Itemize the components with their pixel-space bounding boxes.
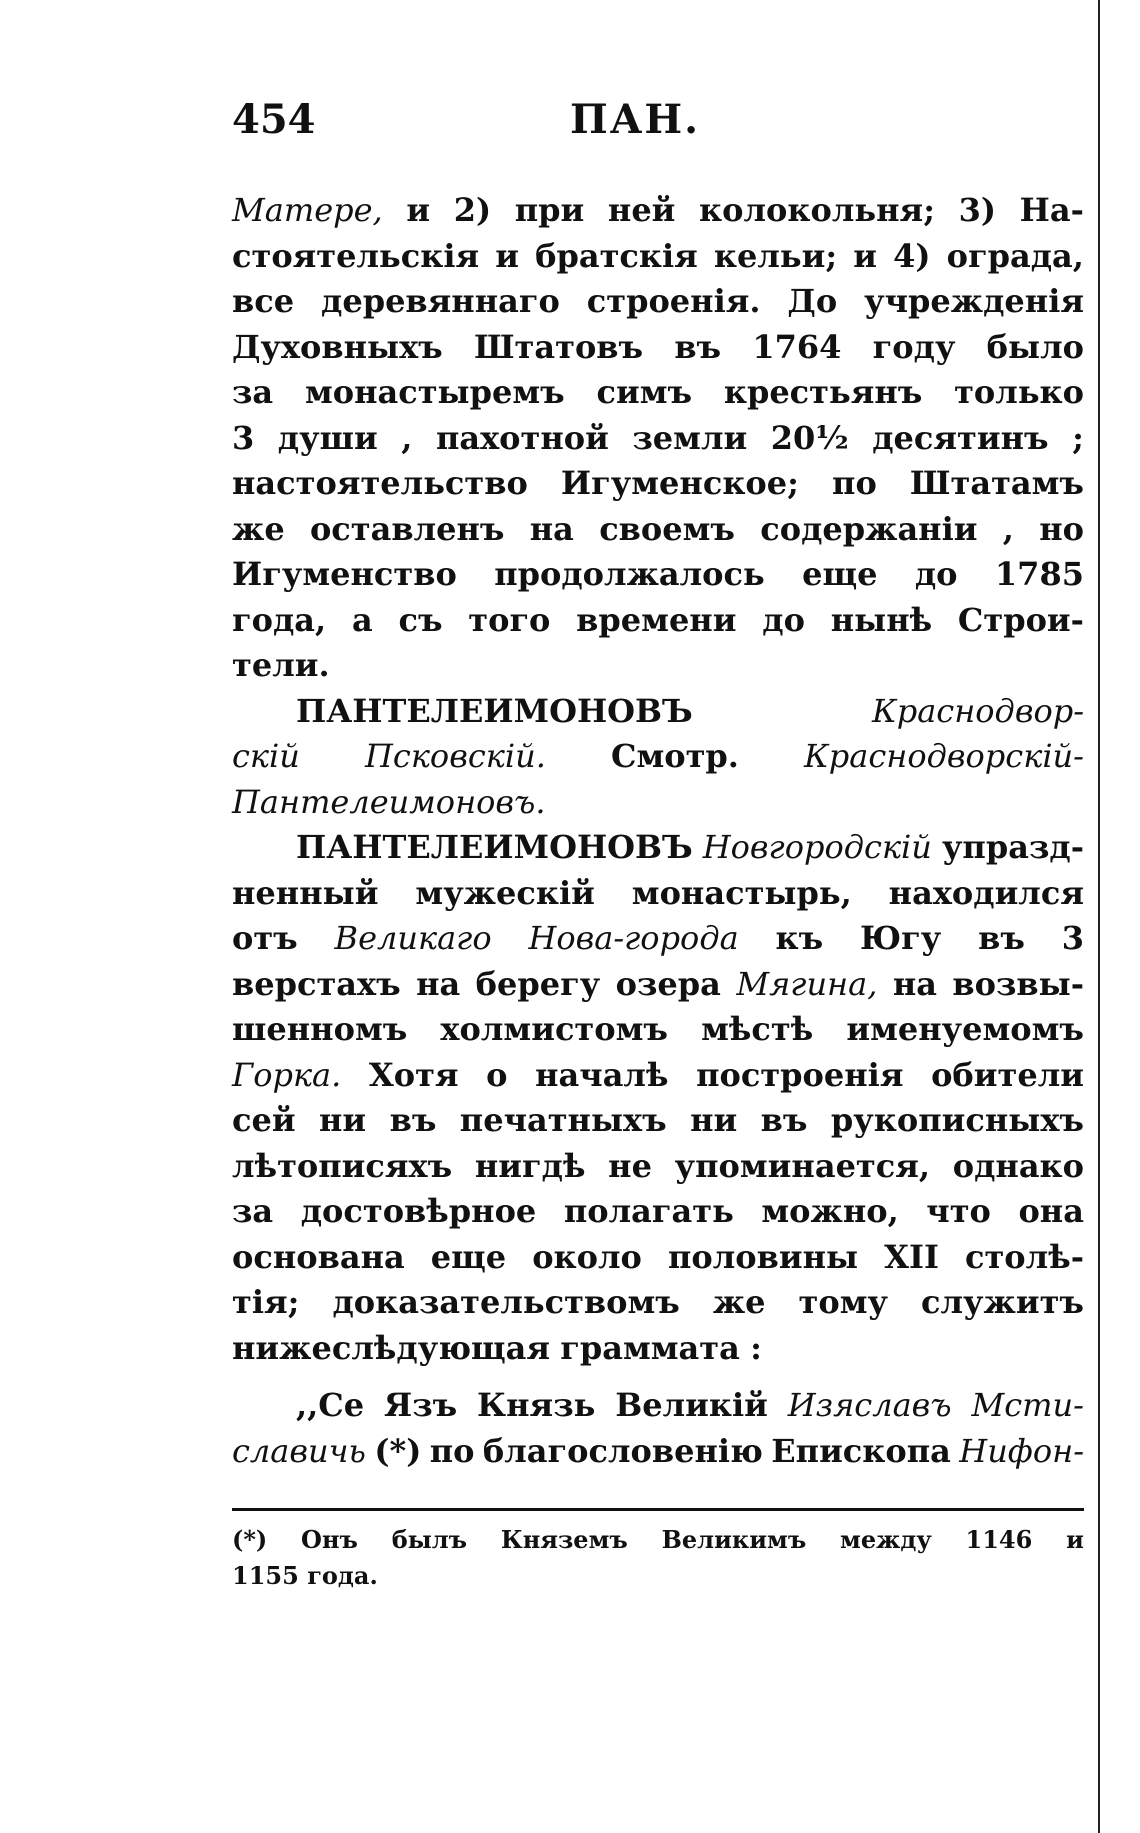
- word: за: [232, 373, 274, 411]
- word: она: [1018, 1192, 1084, 1230]
- word: нынѣ: [830, 600, 933, 639]
- word: монастырь,: [631, 873, 852, 912]
- word: въ: [760, 1101, 808, 1139]
- footnote-word: года.: [307, 1561, 378, 1590]
- word: основана: [232, 1237, 405, 1276]
- word: при: [514, 191, 585, 229]
- word: упоминается,: [674, 1146, 931, 1185]
- text-line: [232, 325, 1084, 371]
- word: печатныхъ: [459, 1101, 667, 1139]
- word: о: [486, 1055, 508, 1094]
- word: до: [914, 555, 958, 593]
- running-head: [232, 96, 912, 156]
- word: ни: [319, 1101, 367, 1139]
- word: XII: [884, 1237, 939, 1276]
- word: ,: [401, 418, 413, 457]
- word: еще: [430, 1237, 507, 1276]
- word: сей: [232, 1101, 296, 1139]
- word: земли: [632, 418, 748, 457]
- word: года,: [232, 600, 327, 639]
- word: упразд-: [941, 828, 1084, 866]
- word: ПАНТЕЛЕИМОНОВЪ: [296, 828, 693, 866]
- word: въ: [389, 1101, 437, 1139]
- text-line: [232, 1383, 1084, 1429]
- word: служитъ: [921, 1283, 1084, 1321]
- word: ограда,: [946, 236, 1084, 275]
- word: Нифон-: [959, 1431, 1084, 1470]
- word: 4): [893, 236, 931, 275]
- text-line: [232, 1235, 1084, 1281]
- word: монастыремъ: [304, 373, 565, 411]
- word: колокольня;: [699, 191, 935, 229]
- word: строенія.: [586, 282, 761, 320]
- word: Краснодвор-: [871, 691, 1084, 730]
- word: Краснодворскій-: [804, 737, 1084, 775]
- word: по: [832, 464, 877, 502]
- word: году: [872, 327, 956, 366]
- word: содержаніи: [760, 509, 978, 548]
- word: нижеслѣдующая: [232, 1328, 550, 1367]
- word: скій: [232, 737, 300, 775]
- word: на: [892, 964, 937, 1003]
- word: Великій: [615, 1386, 768, 1424]
- word: лѣтописяхъ: [232, 1146, 453, 1185]
- word: ПАНТЕЛЕИМОНОВЪ: [296, 691, 693, 730]
- word: Епископа: [771, 1431, 951, 1470]
- word: души: [277, 418, 378, 457]
- word: построенія: [696, 1055, 904, 1094]
- text-line: [232, 916, 1084, 962]
- word: къ: [775, 919, 824, 957]
- word: же: [712, 1283, 766, 1321]
- word: (*): [374, 1431, 422, 1470]
- footnote-word: былъ: [391, 1525, 468, 1554]
- word: началѣ: [535, 1055, 669, 1094]
- word: 1785: [994, 555, 1084, 593]
- text-line: [232, 780, 1084, 826]
- word: возвы-: [952, 964, 1084, 1003]
- word: Мягина,: [736, 964, 878, 1003]
- word: десятинъ: [872, 418, 1049, 457]
- word: ни: [690, 1101, 738, 1139]
- word: же: [232, 509, 285, 548]
- word: Духовныхъ: [232, 327, 443, 366]
- text-line: [232, 461, 1084, 507]
- word: славичь: [232, 1431, 366, 1470]
- word: и: [406, 191, 431, 229]
- word: на: [529, 509, 574, 548]
- word: полагать: [563, 1192, 734, 1230]
- text-line: [232, 552, 1084, 598]
- word: мужескій: [415, 873, 595, 912]
- text-line: [232, 871, 1084, 917]
- word: :: [750, 1328, 762, 1367]
- text-line: [232, 1429, 1084, 1475]
- word: только: [954, 373, 1084, 411]
- word: находился: [888, 873, 1084, 912]
- text-line: [232, 1144, 1084, 1190]
- text-line: [232, 188, 1084, 234]
- word: оставленъ: [309, 509, 505, 548]
- word: Псковскій.: [364, 737, 546, 775]
- word: мѣстѣ: [701, 1010, 814, 1048]
- footnote-word: и: [1066, 1525, 1084, 1554]
- word: учрежденія: [864, 282, 1084, 320]
- word: продолжалось: [494, 555, 765, 593]
- word: симъ: [596, 373, 693, 411]
- word: что: [926, 1192, 991, 1230]
- word: Новгородскій: [702, 828, 932, 866]
- footnote-line: [232, 1522, 1084, 1558]
- word: тія;: [232, 1283, 300, 1321]
- word: Великаго: [334, 919, 492, 957]
- word: отъ: [232, 919, 298, 957]
- word: но: [1039, 509, 1084, 548]
- text-line: [232, 1007, 1084, 1053]
- word: за: [232, 1192, 274, 1230]
- footnote-word: между: [840, 1525, 932, 1554]
- word: Язъ: [383, 1386, 458, 1424]
- word: до: [762, 600, 805, 639]
- word: Штатамъ: [909, 464, 1084, 502]
- text-line: [232, 734, 1084, 780]
- footnote-word: Онъ: [301, 1525, 358, 1554]
- word: пахотной: [435, 418, 609, 457]
- word: своемъ: [599, 509, 735, 548]
- word: по: [429, 1431, 475, 1470]
- word: нигдѣ: [474, 1146, 586, 1185]
- text-line: [232, 1280, 1084, 1326]
- word: на: [416, 964, 461, 1003]
- word: 3): [958, 191, 997, 229]
- word: столѣ-: [964, 1237, 1084, 1276]
- word: ненный: [232, 873, 379, 912]
- word: На-: [1019, 191, 1084, 229]
- word: благословенію: [482, 1431, 763, 1470]
- word: и: [495, 236, 519, 275]
- word: Игуменское;: [560, 464, 799, 502]
- text-line: [232, 643, 1084, 689]
- text-line: [232, 1098, 1084, 1144]
- word: братскія: [535, 236, 698, 275]
- word: доказательствомъ: [332, 1283, 680, 1321]
- word: Матере,: [232, 191, 383, 229]
- word: берегу: [475, 964, 601, 1003]
- word: того: [468, 600, 551, 639]
- word: ,,Се: [296, 1386, 365, 1424]
- word: около: [532, 1237, 642, 1276]
- word: тому: [798, 1283, 888, 1321]
- text-line: [232, 962, 1084, 1008]
- text-line: [232, 507, 1084, 553]
- body-text: [232, 188, 1084, 1474]
- word: было: [986, 327, 1084, 366]
- text-line: [232, 1189, 1084, 1235]
- word: Штатовъ: [473, 327, 644, 366]
- word: и: [853, 236, 878, 275]
- word: Строи-: [957, 600, 1084, 639]
- word: достовѣрное: [300, 1192, 537, 1230]
- text-line: [232, 279, 1084, 325]
- word: Игуменство: [232, 555, 457, 593]
- word: Хотя: [368, 1055, 459, 1094]
- word: Князь: [477, 1386, 596, 1424]
- footnote-rule: [232, 1508, 1084, 1511]
- word: Изяславъ: [787, 1386, 952, 1424]
- text-line: [232, 1326, 1084, 1372]
- word: однако: [952, 1146, 1084, 1185]
- word: все: [232, 282, 295, 320]
- word: Горка.: [232, 1055, 342, 1094]
- word: настоятельство: [232, 464, 528, 502]
- word: 20½: [770, 418, 849, 457]
- word: Смотр.: [610, 737, 739, 775]
- word: шенномъ: [232, 1010, 408, 1048]
- paragraph-gap: [232, 1371, 1084, 1383]
- word: холмистомъ: [440, 1010, 668, 1048]
- word: половины: [667, 1237, 859, 1276]
- text-line: [232, 598, 1084, 644]
- footnote: [232, 1522, 1084, 1594]
- footnote-word: 1155: [232, 1561, 299, 1590]
- word: Нова-города: [528, 919, 739, 957]
- word: Мсти-: [971, 1386, 1084, 1424]
- word: верстахъ: [232, 964, 401, 1003]
- word: Югу: [859, 919, 942, 957]
- word: ;: [1072, 418, 1084, 457]
- word: стоятельскія: [232, 236, 480, 275]
- footnote-line: [232, 1558, 1084, 1594]
- text-line: [232, 825, 1084, 871]
- word: 3: [1061, 919, 1084, 957]
- word: тели.: [232, 646, 330, 684]
- word: рукописныхъ: [830, 1101, 1084, 1139]
- word: не: [608, 1146, 652, 1185]
- word: еще: [802, 555, 878, 593]
- word: именуемомъ: [846, 1010, 1084, 1048]
- word: 2): [453, 191, 492, 229]
- word: можно,: [761, 1192, 899, 1230]
- word: Пантелеимоновъ.: [232, 782, 546, 821]
- word: въ: [674, 327, 722, 366]
- word: времени: [576, 600, 737, 639]
- word: 3: [232, 418, 255, 457]
- word: 1764: [752, 327, 842, 366]
- footnote-word: (*): [232, 1525, 268, 1554]
- word: До: [787, 282, 838, 320]
- footnote-word: Великимъ: [661, 1525, 807, 1554]
- footnote-word: Княземъ: [500, 1525, 628, 1554]
- word: а: [351, 600, 373, 639]
- running-title: ПАН.: [570, 96, 701, 143]
- text-line: [232, 370, 1084, 416]
- word: ,: [1002, 509, 1014, 548]
- word: деревяннаго: [321, 282, 560, 320]
- text-line: [232, 1053, 1084, 1099]
- word: съ: [398, 600, 443, 639]
- word: кельи;: [713, 236, 838, 275]
- word: въ: [978, 919, 1025, 957]
- text-line: [232, 234, 1084, 280]
- text-line: [232, 416, 1084, 462]
- page-number: 454: [232, 96, 316, 143]
- word: озера: [615, 964, 721, 1003]
- text-line: [232, 689, 1084, 735]
- word: крестьянъ: [723, 373, 923, 411]
- word: ней: [607, 191, 676, 229]
- word: обители: [931, 1055, 1084, 1094]
- word: граммата: [560, 1328, 740, 1367]
- page-edge-line: [1098, 0, 1100, 1833]
- footnote-word: 1146: [965, 1525, 1033, 1554]
